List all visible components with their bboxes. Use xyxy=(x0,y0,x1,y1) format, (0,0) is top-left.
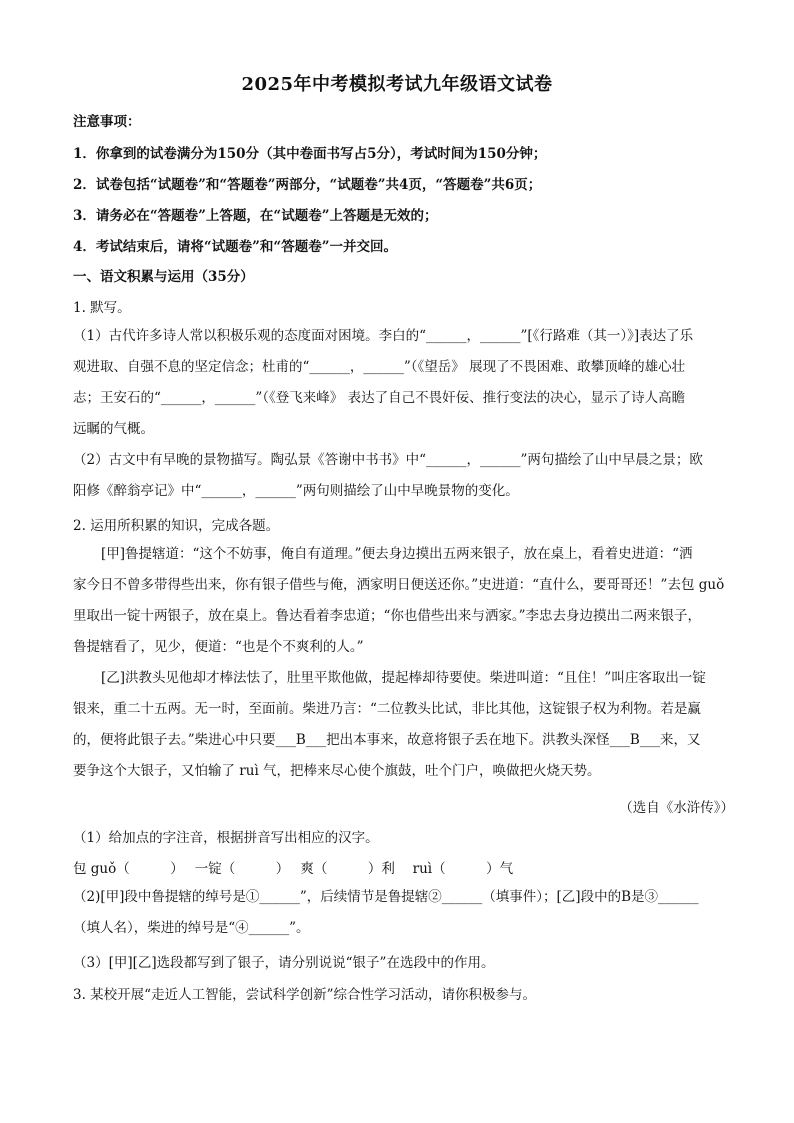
notice-item-1: 1．你拿到的试卷满分为150分（其中卷面书写占5分），考试时间为150分钟； xyxy=(73,146,547,162)
text-line: 远瞩的气概。 xyxy=(73,421,154,437)
text-line: 的，便将此银子去。”柴进心中只要___B___把出本事来，故意将银子丢在地下。洪教头深怪___B___来，又 xyxy=(73,732,701,748)
notice-item-4: 4．考试结束后，请将“试题卷”和“答题卷”一并交回。 xyxy=(73,239,397,255)
passage-jia xyxy=(73,539,734,663)
text-line: （1）古代许多诗人常以积极乐观的态度面对困境。李白的“______，______”[《行路难（其一）》]表达了乐 xyxy=(73,328,694,344)
page-title: 2025年中考模拟考试九年级语文试卷 xyxy=(241,74,553,95)
text-line: （2)[甲]段中鲁提辖的绰号是①______”，后续情节是鲁提辖②______（填事件）；[乙]段中的B是③______ xyxy=(73,889,699,905)
text-line: （2）古文中有早晚的景物描写。陶弘景《答谢中书书》中“______，______”两句描绘了山中早晨之景；欧 xyxy=(73,452,703,468)
text-line: （填人名），柴进的绰号是“④______”。 xyxy=(73,920,310,936)
question-2-sub-3: （3）[甲][乙]选段都写到了银子，请分别说说“银子”在选段中的作用。 xyxy=(73,955,495,971)
passage-source: （选自《水浒传》） xyxy=(619,800,734,816)
question-2-label: 2. 运用所积累的知识，完成各题。 xyxy=(73,518,280,534)
notice-item-3: 3．请务必在“答题卷”上答题，在“试题卷”上答题是无效的； xyxy=(73,208,438,224)
question-1-part-2 xyxy=(73,445,734,507)
text-line: 里取出一锭十两银子，放在桌上。鲁达看着李忠道；“你也借些出来与洒家。”李忠去身边摸出二两来银子， xyxy=(73,608,702,624)
text-line: [甲]鲁提辖道：“这个不妨事，俺自有道理。”便去身边摸出五两来银子，放在桌上，看着史进道：“洒 xyxy=(101,546,693,562)
section-heading-1: 一、语文积累与运用（35分） xyxy=(73,269,254,285)
text-line: 观进取、自强不息的坚定信念；杜甫的“______，______”（《望岳》 展现了不畏困难、敢攀顶峰的雄心壮 xyxy=(73,359,686,375)
text-line: 阳修《醉翁亭记》中“______，______”两句则描绘了山中早晚景物的变化。 xyxy=(73,483,519,499)
notice-item-2: 2．试卷包括“试题卷”和“答题卷”两部分，“试题卷”共4页，“答题卷”共6页； xyxy=(73,177,542,193)
question-1-label: 1. 默写。 xyxy=(73,300,131,316)
question-2-sub-1: （1）给加点的字注音，根据拼音写出相应的汉字。 xyxy=(73,830,379,846)
text-line: 家今日不曾多带得些出来，你有银子借些与俺，洒家明日便送还你。”史进道：“直什么，要哥哥还！”去包 guǒ xyxy=(73,577,725,593)
question-1-part-1 xyxy=(73,321,734,445)
text-line: 要争这个大银子，又怕输了 ruì 气，把棒来尽心使个旗鼓，吐个门户，唤做把火烧天势。 xyxy=(73,763,601,779)
text-line: 志；王安石的“______，______”（《登飞来峰》 表达了自己不畏奸佞、推行变法的决心，显示了诗人高瞻 xyxy=(73,390,686,406)
question-2-sub-2 xyxy=(73,882,734,944)
text-line: [乙]洪教头见他却才棒法怯了，肚里平欺他做，提起棒却待要使。柴进叫道：“且住！”叫庄客取出一锭 xyxy=(101,670,706,686)
notice-heading: 注意事项： xyxy=(73,114,141,130)
text-line: 鲁提辖看了，见少，便道：“也是个不爽利的人。” xyxy=(73,639,364,655)
passage-yi xyxy=(73,663,734,787)
question-3-label: 3. 某校开展“走近人工智能，尝试科学创新”综合性学习活动，请你积极参与。 xyxy=(73,987,536,1003)
pinyin-line: 包 guǒ（ ） 一锭（ ） 爽（ ）利 ruì（ ）气 xyxy=(73,861,514,877)
text-line: 银来，重二十五两。无一时，至面前。柴进乃言：“二位教头比试，非比其他，这锭银子权为利物。若是赢 xyxy=(73,701,701,717)
